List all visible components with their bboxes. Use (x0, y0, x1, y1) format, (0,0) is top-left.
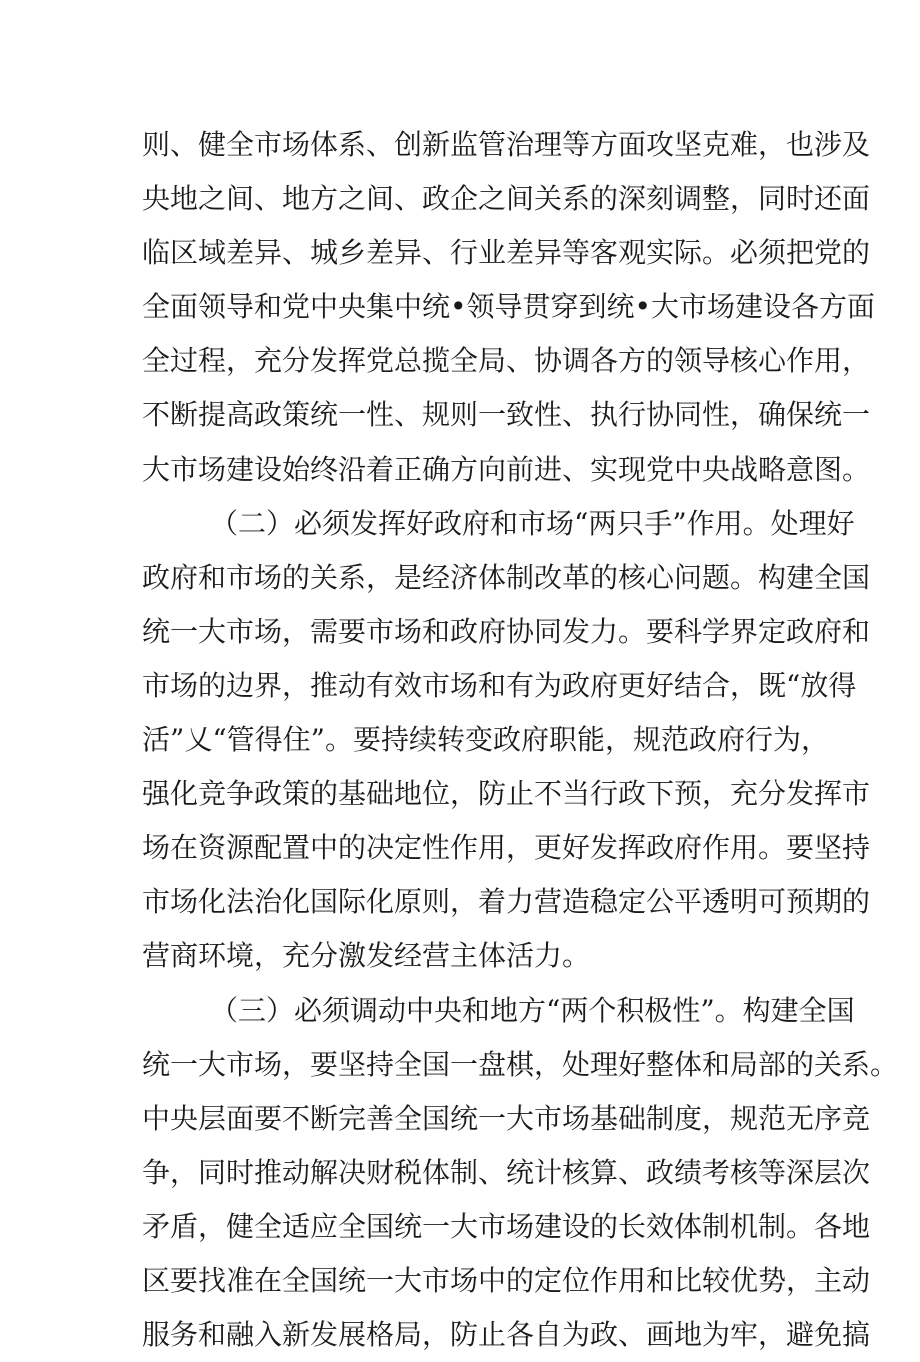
text-line: 争，同时推动解决财税体制、统计核算、政绩考核等深层次 (142, 1155, 871, 1189)
text-line: 服务和融入新发展格局，防止各自为政、画地为牢，避免搞 (142, 1318, 871, 1352)
text-line: 市场化法治化国际化原则，着力营造稳定公平透明可预期的 (142, 885, 871, 919)
text-line: 统一大市场，需要市场和政府协同发力。要科学界定政府和 (142, 614, 871, 648)
text-line: 强化竞争政策的基础地位，防止不当行政下预，充分发挥市 (142, 777, 871, 811)
paragraph-heading-2: （二）必须发挥好政府和市场“两只手”作用。处理好 (210, 506, 855, 540)
text-line: 矛盾，健全适应全国统一大市场建设的长效体制机制。各地 (142, 1209, 871, 1243)
paragraph-heading-3: （三）必须调动中央和地方“两个积极性”。构建全国 (210, 993, 855, 1027)
text-line: 中央层面要不断完善全国统一大市场基础制度，规范无序竞 (142, 1101, 871, 1135)
text-line: 央地之间、地方之间、政企之间关系的深刻调整，同时还面 (142, 182, 871, 216)
body-text (142, 118, 899, 1362)
text-line: 则、健全市场体系、创新监管治理等方面攻坚克难，也涉及 (142, 128, 871, 161)
text-line: 不断提高政策统一性、规则一致性、执行协同性，确保统一 (142, 398, 871, 432)
text-line: 大市场建设始终沿着正确方向前进、实现党中央战略意图。 (142, 452, 871, 486)
text-line: 场在资源配置中的决定性作用，更好发挥政府作用。要坚持 (142, 831, 871, 865)
text-line: 市场的边界，推动有效市场和有为政府更好结合，既“放得 (142, 668, 857, 702)
text-line: 活”乂“管得住”。要持续转变政府职能，规范政府行为， (142, 723, 829, 757)
text-line: 临区域差异、城乡差异、行业差异等客观实际。必须把党的 (142, 236, 871, 270)
text-line: 统一大市场，要坚持全国一盘棋，处理好整体和局部的关系。 (142, 1047, 899, 1081)
text-line: 区要找准在全国统一大市场中的定位作用和比较优势，主动 (142, 1263, 871, 1297)
text-line: 营商环境，充分激发经营主体活力。 (142, 939, 591, 973)
text-line: 政府和市场的关系，是经济体制改革的核心问题。构建全国 (142, 560, 871, 594)
text-line: 全面领导和党中央集中统•领导贯穿到统•大市场建设各方面 (142, 290, 876, 324)
text-line: 全过程，充分发挥党总揽全局、协调各方的领导核心作用， (142, 344, 871, 378)
